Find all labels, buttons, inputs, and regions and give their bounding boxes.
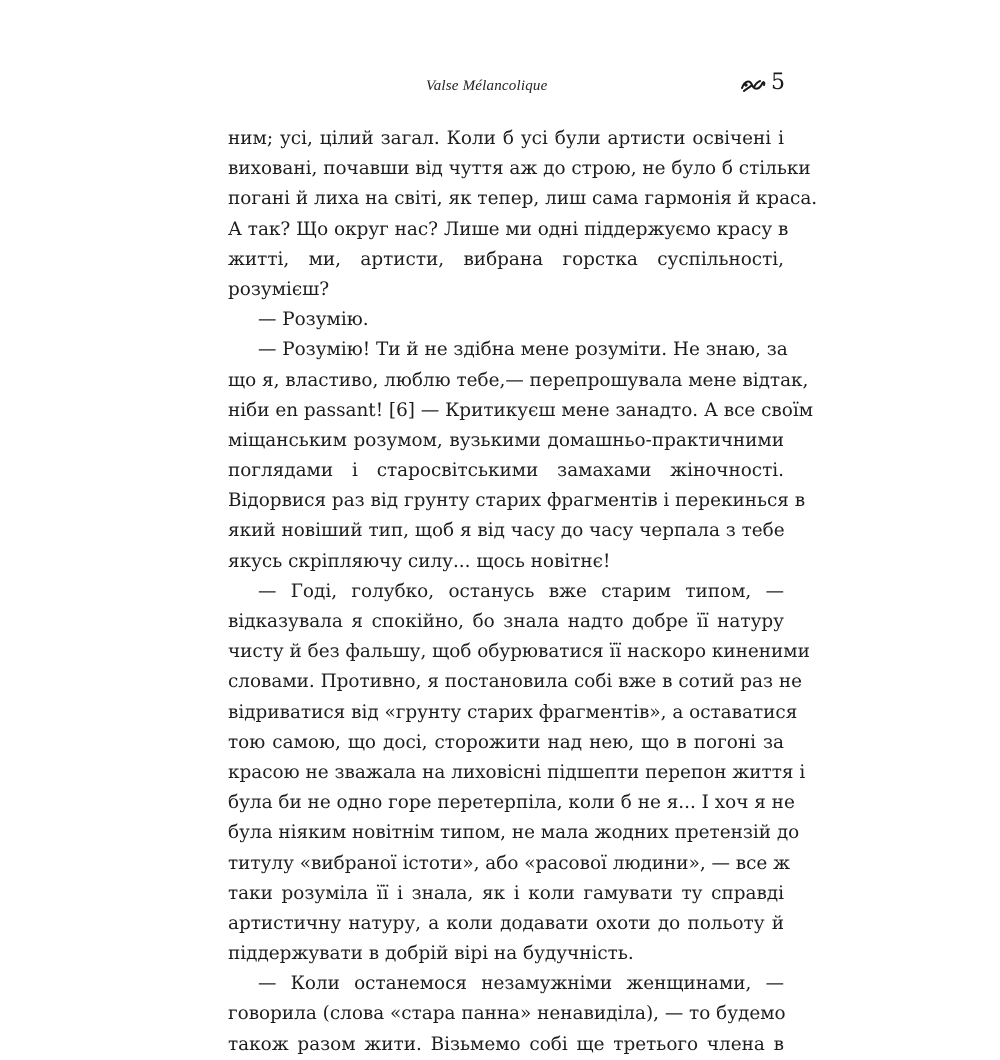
- text-line: говорила (слова «стара панна» ненавиділа), — то будемо: [228, 1003, 786, 1025]
- body-text: [228, 124, 818, 1060]
- text-line: відказувала я спокійно, бо знала надто добре її натуру: [228, 611, 784, 632]
- text-line: — Розумію! Ти й не здібна мене розуміти. Не знаю, за: [258, 339, 788, 361]
- text-line: якусь скріпляючу силу... щось новітнє!: [228, 550, 611, 572]
- text-line: також разом жити. Візьмемо собі ще третього члена в: [228, 1033, 784, 1055]
- text-line: житті, ми, артисти, вибрана горстка суспільності,: [228, 248, 784, 270]
- text-line: таки розуміла її і знала, як і коли гамувати ту справді: [228, 882, 784, 904]
- page-number: 5: [771, 70, 785, 95]
- text-line: чисту й без фальшу, щоб обурюватися її наскоро киненими: [228, 641, 810, 663]
- fleuron-icon: [740, 76, 766, 94]
- text-line: була ніяким новітнім типом, не мала жодних претензій до: [228, 822, 800, 844]
- text-line: Відорвися раз від грунту старих фрагментів і перекинься в: [228, 490, 806, 512]
- text-line: титулу «вибраної істоти», або «расової людини», — все ж: [228, 852, 791, 874]
- text-line: відриватися від «грунту старих фрагментів», а оставатися: [228, 701, 798, 723]
- text-line: — Коли останемося незамужніми женщинами, —: [258, 973, 784, 995]
- running-head-title: Valse Mélancolique: [426, 78, 548, 94]
- text-line: що я, властиво, люблю тебе,— перепрошувала мене відтак,: [228, 369, 809, 391]
- text-line: який новіший тип, щоб я від часу до часу черпала з тебе: [228, 520, 785, 542]
- text-line: — Розумію.: [258, 309, 369, 331]
- text-line: тою самою, що досі, сторожити над нею, що в погоні за: [228, 731, 784, 753]
- text-line: — Годі, голубко, останусь вже старим типом, —: [258, 580, 784, 602]
- text-line: погані й лиха на світі, як тепер, лиш сама гармонія й краса.: [228, 188, 818, 210]
- text-line: міщанським розумом, вузькими домашньо-практичними: [228, 429, 784, 451]
- text-line: красою не зважала на лиховісні підшепти перепон життя і: [228, 761, 806, 783]
- text-line: виховані, почавши від чуття аж до строю, не було б стільки: [228, 158, 811, 180]
- text-line: ніби en passant! [6] — Критикуєш мене занадто. А все своїм: [228, 399, 814, 421]
- text-line: словами. Противно, я постановила собі вже в сотий раз не: [228, 671, 802, 693]
- text-line: артистичну натуру, а коли додавати охоти до польоту й: [228, 912, 784, 934]
- text-line: ним; усі, цілий загал. Коли б усі були артисти освічені і: [228, 128, 784, 149]
- text-line: розумієш?: [228, 278, 330, 300]
- text-line: піддержувати в добрій вірі на будучність.: [228, 943, 634, 965]
- text-line: поглядами і старосвітськими замахами жіночності.: [228, 460, 784, 482]
- text-line: А так? Що округ нас? Лише ми одні піддержуємо красу в: [228, 218, 789, 240]
- text-line: була би не одно горе перетерпіла, коли б не я... І хоч я не: [228, 792, 795, 814]
